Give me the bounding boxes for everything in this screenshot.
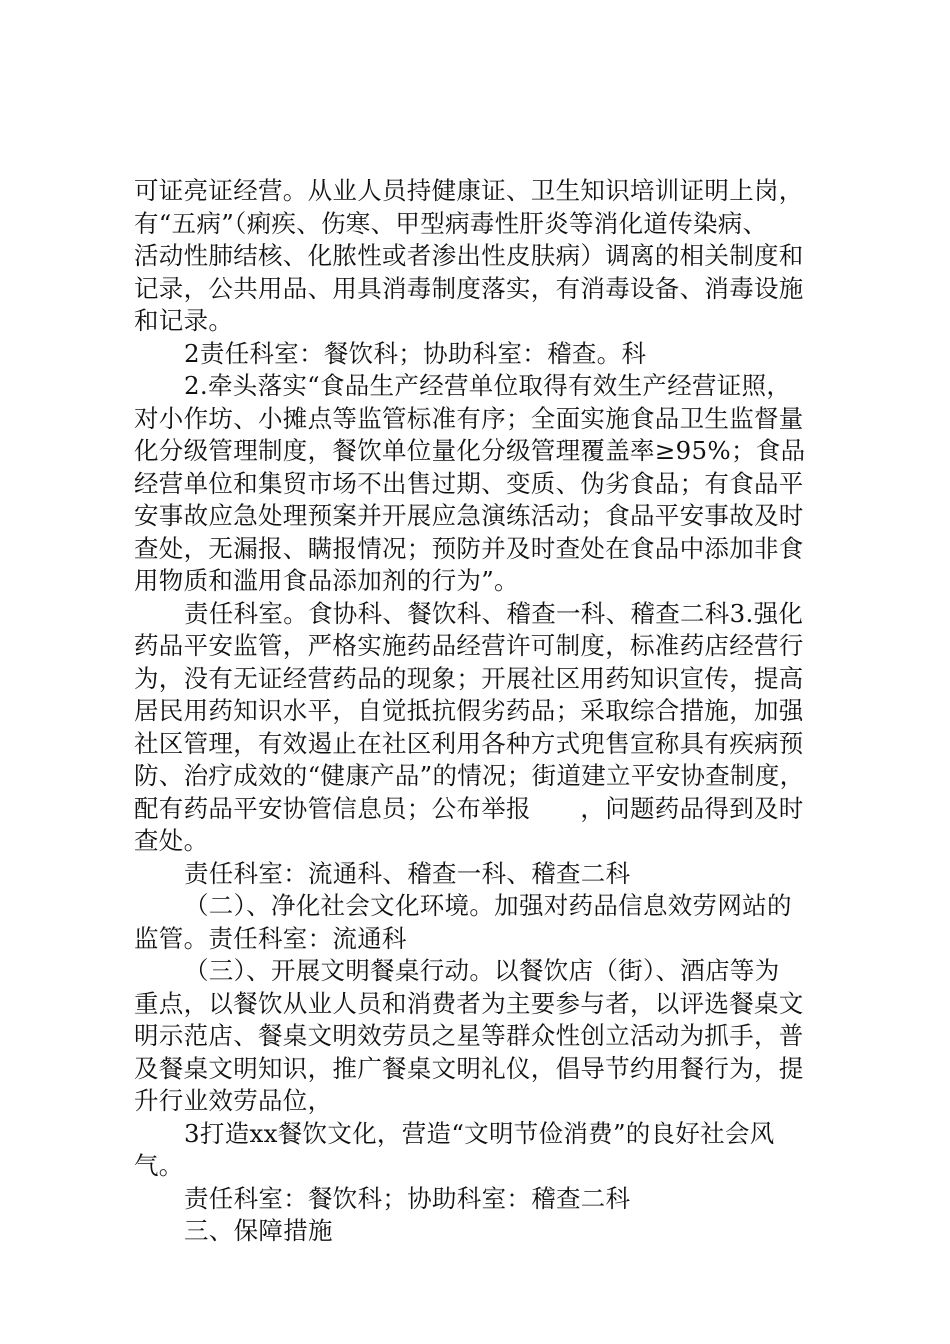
paragraph-responsible-dept-3: 责任科室：餐饮科；协助科室：稽查二科 (184, 1183, 631, 1213)
paragraph-civilized-dining: （三）、开展文明餐桌行动。以餐饮店（街）、酒店等为 重点，以餐饮从业人员和消费者为主要参与者，以评选餐桌文 明示范店、餐桌文明效劳员之星等群众性创立活动为抓手，普 及餐桌文明知识，推广餐桌文明礼仪，倡导节约用餐行为，提 升行业效劳品位， (134, 956, 804, 1115)
document-body (134, 175, 834, 1248)
paragraph-responsible-dept-2: 责任科室：流通科、稽查一科、稽查二科 (184, 858, 631, 888)
paragraph-drug-safety-supervision: 责任科室。食协科、餐饮科、稽查一科、稽查二科3.强化 药品平安监管，严格实施药品经营许可制度，标准药店经营行 为，没有无证经营药品的现象；开展社区用药知识宣传，提高 居民用药知识水平，自觉抵抗假劣药品；采取综合措施，加强 社区管理，有效遏止在社区利用各种方式兜售宣称具有疾病预 防、治疗成效的“健康产品”的情况；街道建立平安协查制度， 配有药品平安协管信息员；公布举报 ，问题药品得到及时 查处。 (134, 598, 805, 855)
paragraph-food-production-supervision: 2.牵头落实“食品生产经营单位取得有效生产经营证照， 对小作坊、小摊点等监管标准有序；全面实施食品卫生监督量 化分级管理制度，餐饮单位量化分级管理覆盖率≥95%；食品 经营单位和集贸市场不出售过期、变质、伪劣食品；有食品平 安事故应急处理预案并开展应急演练活动；食品平安事故及时 查处，无漏报、瞒报情况；预防并及时查处在食品中添加非食 用物质和滥用食品添加剂的行为”。 (134, 371, 806, 595)
paragraph-cultural-environment: （二）、净化社会文化环境。加强对药品信息效劳网站的 监管。责任科室：流通科 (134, 891, 792, 953)
section-heading-safeguards: 三、保障措施 (184, 1216, 333, 1245)
paragraph-catering-culture: 3打造xx餐饮文化，营造“文明节俭消费”的良好社会风 气。 (134, 1118, 775, 1180)
paragraph-responsible-dept-1: 2责任科室：餐饮科；协助科室：稽查。科 (184, 338, 647, 368)
paragraph-hygiene-requirements: 可证亮证经营。从业人员持健康证、卫生知识培训证明上岗， 有“五病”（痢疾、伤寒、甲型病毒性肝炎等消化道传染病、 活动性肺结核、化脓性或者渗出性皮肤病）调离的相关制度和 记录，公共用品、用具消毒制度落实，有消毒设备、消毒设施 和记录。 (134, 176, 804, 335)
